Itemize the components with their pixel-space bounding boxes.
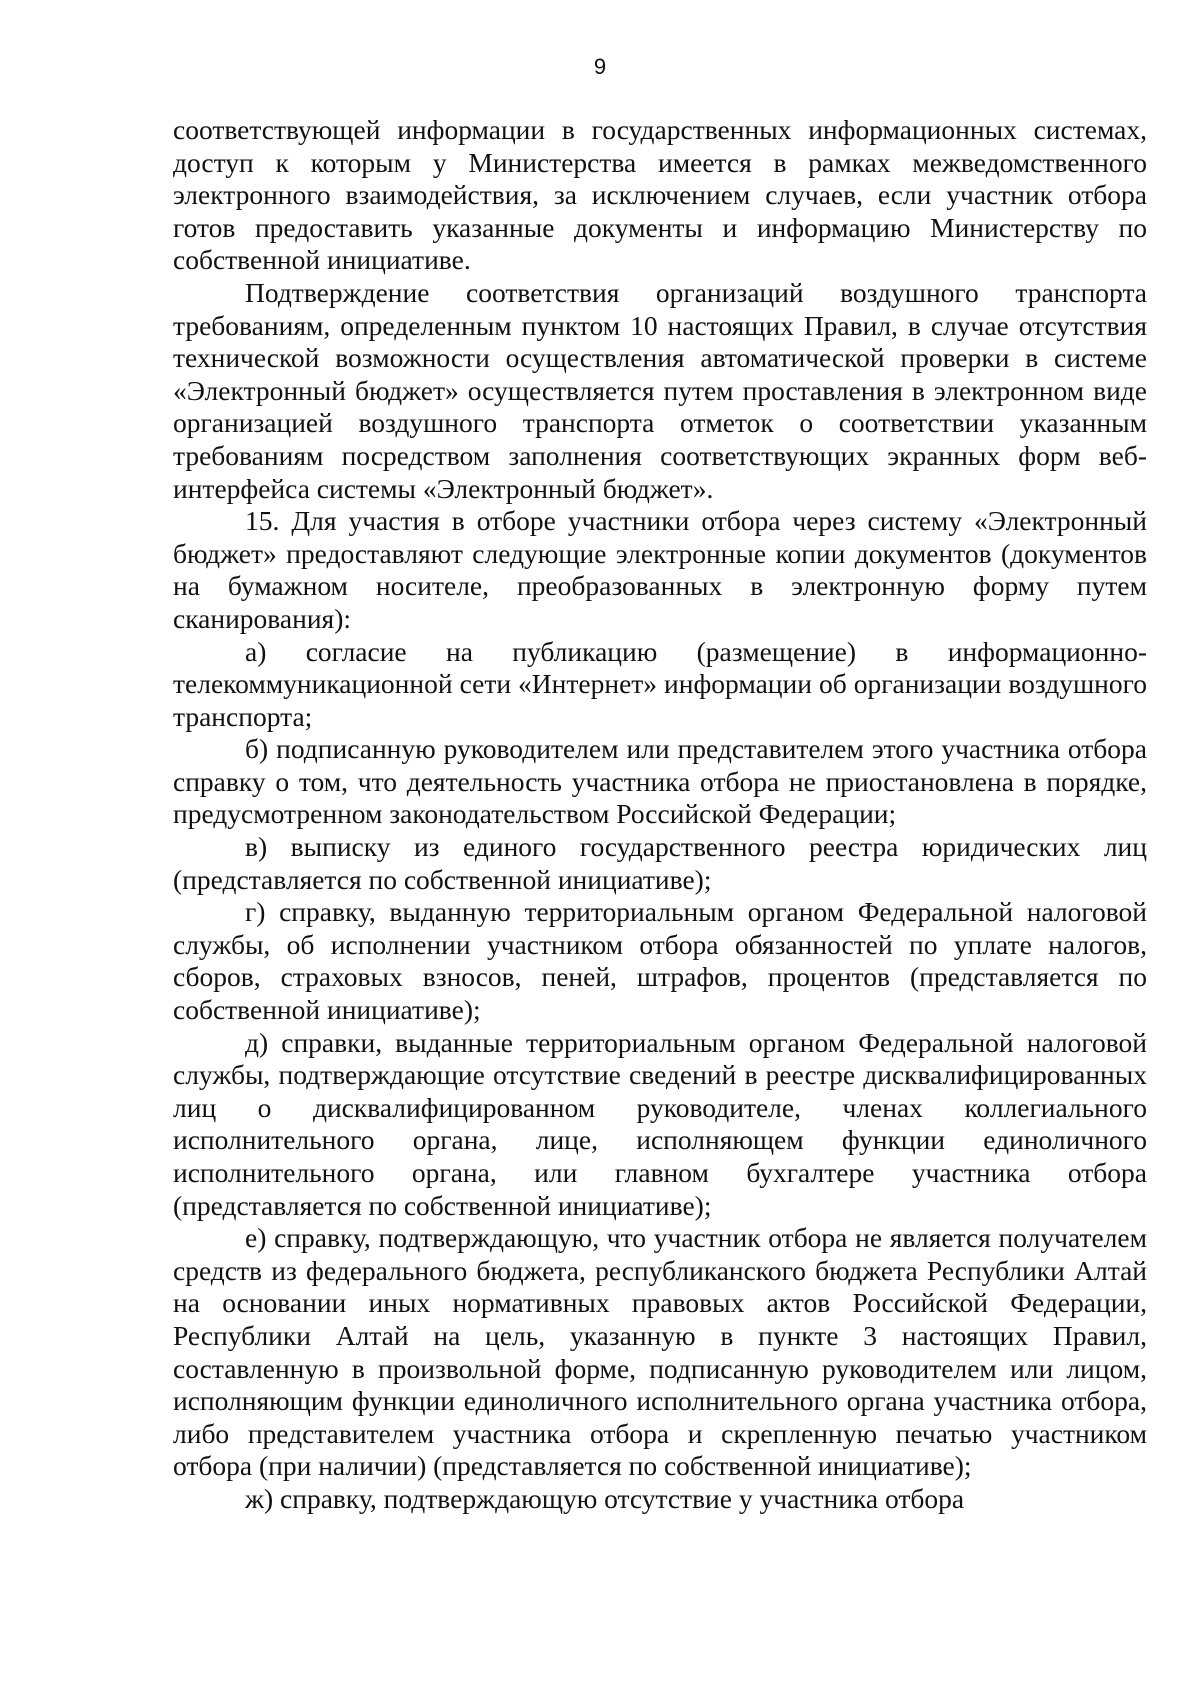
paragraph-item-15: 15. Для участия в отборе участники отбора через систему «Электронный бюджет» предоставляют следующие электронные копии документов (документов на бумажном носителе, преобразованных в электронную форму путем сканирования): <box>173 505 1147 634</box>
document-body <box>173 114 1147 1516</box>
paragraph-subitem-zh: ж) справку, подтверждающую отсутствие у участника отбора <box>245 1482 965 1514</box>
paragraph-subitem-d: д) справки, выданные территориальным органом Федеральной налоговой службы, подтверждающие отсутствие сведений в реестре дисквалифицированных лиц о дисквалифицированном руководителе, членах коллегиального исполнительного органа, лице, исполняющем функции единоличного исполнительного органа, или главном бухгалтере участника отбора (представляется по собственной инициативе); <box>173 1026 1147 1221</box>
paragraph-subitem-g: г) справку, выданную территориальным органом Федеральной налоговой службы, об исполнении участником отбора обязанностей по уплате налогов, сборов, страховых взносов, пеней, штрафов, процентов (представляется по собственной инициативе); <box>173 896 1147 1026</box>
page-number: 9 <box>593 54 607 79</box>
paragraph-subitem-v: в) выписку из единого государственного реестра юридических лиц (представляется по собственной инициативе); <box>173 831 1147 895</box>
paragraph-continuation: соответствующей информации в государственных информационных системах, доступ к которым у Министерства имеется в рамках межведомственного электронного взаимодействия, за исключением случаев, если участник отбора готов предоставить указанные документы и информацию Министерству по собственной инициативе. <box>173 114 1147 276</box>
paragraph-subitem-a: а) согласие на публикацию (размещение) в информационно-телекоммуникационной сети «Интернет» информации об организации воздушного транспорта; <box>173 635 1147 732</box>
paragraph-confirmation: Подтверждение соответствия организаций воздушного транспорта требованиям, определенным пунктом 10 настоящих Правил, в случае отсутствия технической возможности осуществления автоматической проверки в системе «Электронный бюджет» осуществляется путем проставления в электронном виде организацией воздушного транспорта отметок о соответствии указанным требованиям посредством заполнения соответствующих экранных форм веб-интерфейса системы «Электронный бюджет». <box>173 276 1147 504</box>
paragraph-subitem-b: б) подписанную руководителем или представителем этого участника отбора справку о том, что деятельность участника отбора не приостановлена в порядке, предусмотренном законодательством Российской Федерации; <box>173 733 1147 830</box>
paragraph-subitem-e: е) справку, подтверждающую, что участник отбора не является получателем средств из федерального бюджета, республиканского бюджета Республики Алтай на основании иных нормативных правовых актов Российской Федерации, Республики Алтай на цель, указанную в пункте 3 настоящих Правил, составленную в произвольной форме, подписанную руководителем или лицом, исполняющим функции единоличного исполнительного органа участника отбора, либо представителем участника отбора и скрепленную печатью участником отбора (при наличии) (представляется по собственной инициативе); <box>173 1222 1147 1482</box>
